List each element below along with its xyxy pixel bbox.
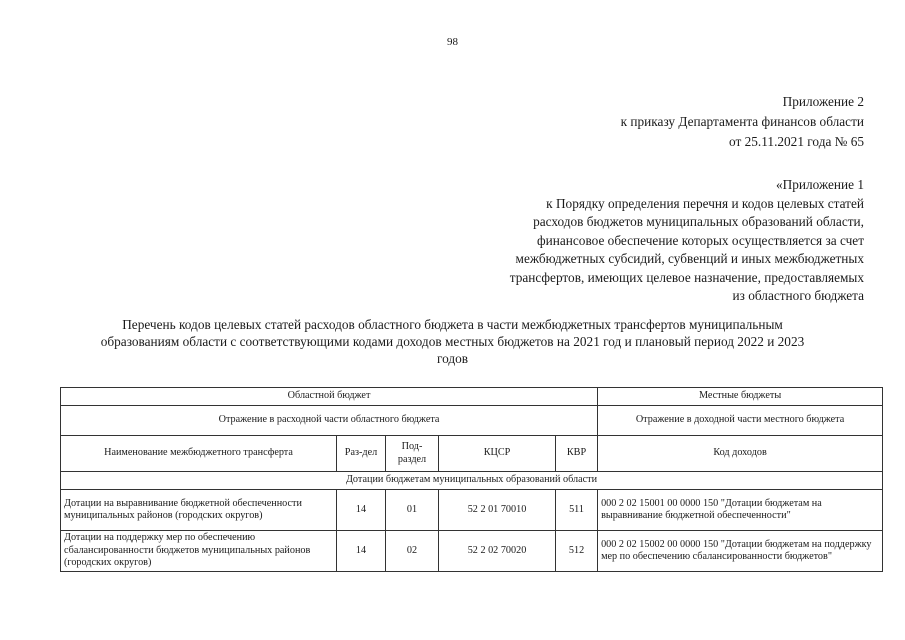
appendix-2-line: от 25.11.2021 года № 65 bbox=[729, 134, 864, 149]
column-header-income-code: Код доходов bbox=[598, 436, 883, 472]
local-budgets-header: Местные бюджеты bbox=[598, 388, 883, 406]
column-header-kcsr: КЦСР bbox=[439, 436, 556, 472]
appendix-1-line: финансовое обеспечение которых осуществляется за счет bbox=[537, 232, 864, 248]
table-header-row bbox=[61, 406, 883, 436]
table-row bbox=[61, 531, 883, 572]
regional-budget-header: Областной бюджет bbox=[61, 388, 598, 406]
income-code-cell: 000 2 02 15002 00 0000 150 "Дотации бюджетам на поддержку мер по обеспечению сбалансированности бюджетов" bbox=[598, 531, 883, 572]
expense-reflection-header: Отражение в расходной части областного бюджета bbox=[61, 406, 598, 436]
appendix-1-line: межбюджетных субсидий, субвенций и иных межбюджетных bbox=[515, 251, 864, 266]
appendix-1-line: «Приложение 1 bbox=[776, 177, 864, 192]
column-header-subsection: Под-раздел bbox=[386, 436, 439, 472]
document-title-line: Перечень кодов целевых статей расходов областного бюджета в части межбюджетных трансфертов муниципальным bbox=[122, 317, 783, 332]
document-title bbox=[50, 316, 855, 367]
appendix-1-header bbox=[510, 176, 864, 306]
column-header-name: Наименование межбюджетного трансферта bbox=[61, 436, 337, 472]
appendix-2-header bbox=[621, 92, 864, 152]
document-title-line: годов bbox=[436, 351, 469, 366]
section-cell: 14 bbox=[337, 531, 386, 572]
appendix-1-line: трансфертов, имеющих целевое назначение, предоставляемых bbox=[509, 269, 864, 285]
document-title-line: образованиям области с соответствующими кодами доходов местных бюджетов на 2021 год и плановый период 2022 и 2023 bbox=[100, 334, 805, 349]
transfers-table bbox=[60, 387, 883, 572]
column-header-section: Раз-дел bbox=[337, 436, 386, 472]
appendix-1-line: из областного бюджета bbox=[732, 288, 864, 303]
appendix-2-line: к приказу Департамента финансов области bbox=[620, 114, 864, 129]
column-header-row bbox=[61, 436, 883, 472]
kcsr-cell: 52 2 02 70020 bbox=[439, 531, 556, 572]
income-code-cell: 000 2 02 15001 00 0000 150 "Дотации бюджетам на выравнивание бюджетной обеспеченности" bbox=[598, 490, 883, 531]
column-header-kvr: КВР bbox=[556, 436, 598, 472]
page-number: 98 bbox=[447, 36, 458, 48]
kvr-cell: 511 bbox=[556, 490, 598, 531]
appendix-1-line: к Порядку определения перечня и кодов целевых статей bbox=[546, 195, 864, 211]
appendix-2-line: Приложение 2 bbox=[782, 94, 864, 109]
kvr-cell: 512 bbox=[556, 531, 598, 572]
kcsr-cell: 52 2 01 70010 bbox=[439, 490, 556, 531]
appendix-1-line: расходов бюджетов муниципальных образований области, bbox=[533, 214, 864, 229]
income-reflection-header: Отражение в доходной части местного бюджета bbox=[598, 406, 883, 436]
section-row bbox=[61, 472, 883, 490]
section-cell: 14 bbox=[337, 490, 386, 531]
transfer-name-cell: Дотации на выравнивание бюджетной обеспеченности муниципальных районов (городских округов) bbox=[61, 490, 337, 531]
transfer-name-cell: Дотации на поддержку мер по обеспечению сбалансированности бюджетов муниципальных районов (городских округов) bbox=[61, 531, 337, 572]
subsection-cell: 02 bbox=[386, 531, 439, 572]
subsection-cell: 01 bbox=[386, 490, 439, 531]
table-row bbox=[61, 490, 883, 531]
section-title: Дотации бюджетам муниципальных образований области bbox=[61, 472, 883, 490]
table-header-row bbox=[61, 388, 883, 406]
